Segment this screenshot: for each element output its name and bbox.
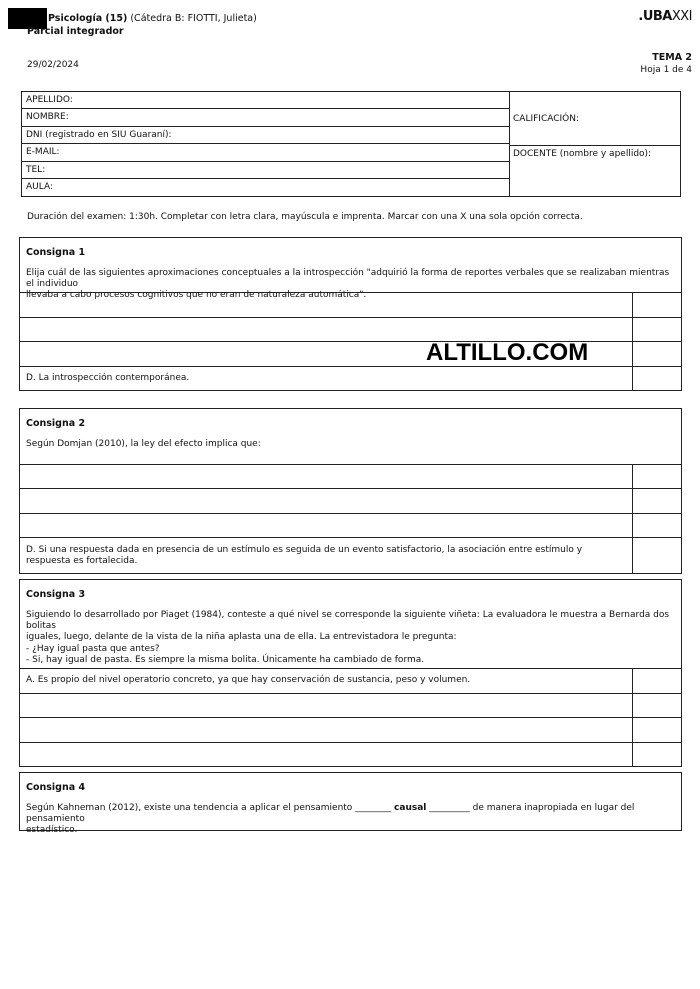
- answer-option[interactable]: D. Si una respuesta dada en presencia de un estímulo es seguida de un evento satisfactorio, la asociación entre estímulo y respuesta es fortalecida.: [20, 537, 681, 573]
- answer-mark-box[interactable]: [632, 514, 681, 537]
- field-nombre[interactable]: NOMBRE:: [22, 109, 509, 126]
- blank-keyword: causal: [394, 803, 427, 813]
- field-apellido[interactable]: APELLIDO:: [22, 92, 509, 109]
- question-title: Consigna 3: [26, 589, 86, 600]
- question-prompt: Siguiendo lo desarrollado por Piaget (1984), conteste a qué nivel se corresponde la siguiente viñeta: La evaluadora le muestra a Bernarda dos bolitas iguales, luego, delante de la vista de la niña aplasta una de ella. La entrevistadora le pregunta: - ¿Hay igual pasta que antes? - Si, hay igual de pasta. Es siempre la misma bolita. Únicamente ha cambiado de forma.: [26, 610, 670, 665]
- page-counter: Hoja 1 de 4: [640, 65, 692, 75]
- answer-mark-box[interactable]: [632, 538, 681, 573]
- answer-mark-box[interactable]: [632, 669, 681, 693]
- answer-mark-box[interactable]: [632, 694, 681, 718]
- answer-mark-box[interactable]: [632, 342, 681, 366]
- watermark: ALTILLO.COM: [426, 339, 589, 366]
- answer-mark-box[interactable]: [632, 367, 681, 390]
- calificacion-field[interactable]: CALIFICACIÓN:: [510, 92, 680, 146]
- answer-option[interactable]: [20, 292, 681, 317]
- question-prompt[interactable]: Según Kahneman (2012), existe una tendencia a aplicar el pensamiento ________ causal _________ de manera inapropiada en lugar del pensamiento estadístico.: [26, 803, 635, 836]
- answer-mark-box[interactable]: [632, 743, 681, 767]
- field-aula[interactable]: AULA:: [26, 181, 53, 192]
- field-dni[interactable]: DNI (registrado en SIU Guaraní):: [22, 127, 509, 144]
- answer-option[interactable]: D. La introspección contemporánea.: [20, 366, 681, 390]
- answer-mark-box[interactable]: [632, 718, 681, 742]
- field-tel[interactable]: TEL:: [22, 162, 509, 179]
- question-title: Consigna 1: [26, 247, 86, 258]
- answer-option[interactable]: [20, 317, 681, 342]
- tema-label: TEMA 2: [652, 52, 692, 63]
- answer-option[interactable]: A. Es propio del nivel operatorio concreto, ya que hay conservación de sustancia, peso y volumen.: [20, 668, 681, 693]
- question-title: Consigna 2: [26, 418, 86, 429]
- grading-area: [509, 92, 680, 196]
- docente-field[interactable]: DOCENTE (nombre y apellido):: [513, 149, 652, 159]
- answer-option[interactable]: [20, 742, 681, 767]
- answer-option[interactable]: [20, 488, 681, 512]
- answer-mark-box[interactable]: [632, 293, 681, 317]
- question-4: [19, 772, 682, 836]
- answer-option[interactable]: [20, 693, 681, 718]
- question-2: [19, 408, 682, 574]
- student-info-box: [21, 91, 681, 197]
- question-1: [19, 237, 682, 391]
- answer-mark-box[interactable]: [632, 489, 681, 512]
- question-prompt: Según Domjan (2010), la ley del efecto implica que:: [26, 439, 261, 449]
- question-title: Consigna 4: [26, 782, 86, 793]
- question-prompt: Elija cuál de las siguientes aproximaciones conceptuales a la introspección "adquirió la forma de reportes verbales que se realizaban mientras el individuo llevaba a cabo procesos cognitivos que no eran de naturaleza automática".: [26, 268, 670, 301]
- student-fields: [22, 92, 509, 196]
- field-email[interactable]: E-MAIL:: [22, 144, 509, 161]
- answer-mark-box[interactable]: [632, 318, 681, 342]
- exam-instructions: Duración del examen: 1:30h. Completar con letra clara, mayúscula e imprenta. Marcar con una X una sola opción correcta.: [27, 212, 583, 222]
- uba-xxi-logo: .UBAXXI: [638, 9, 692, 24]
- course-title: Psicología (15) (Cátedra B: FIOTTI, Julieta): [48, 13, 257, 24]
- answer-option[interactable]: [20, 513, 681, 537]
- exam-subtitle: Parcial integrador: [27, 26, 124, 37]
- question-3: [19, 579, 682, 767]
- answer-option[interactable]: [20, 717, 681, 742]
- answer-mark-box[interactable]: [632, 465, 681, 488]
- answer-option[interactable]: [20, 464, 681, 488]
- exam-date: 29/02/2024: [27, 60, 79, 70]
